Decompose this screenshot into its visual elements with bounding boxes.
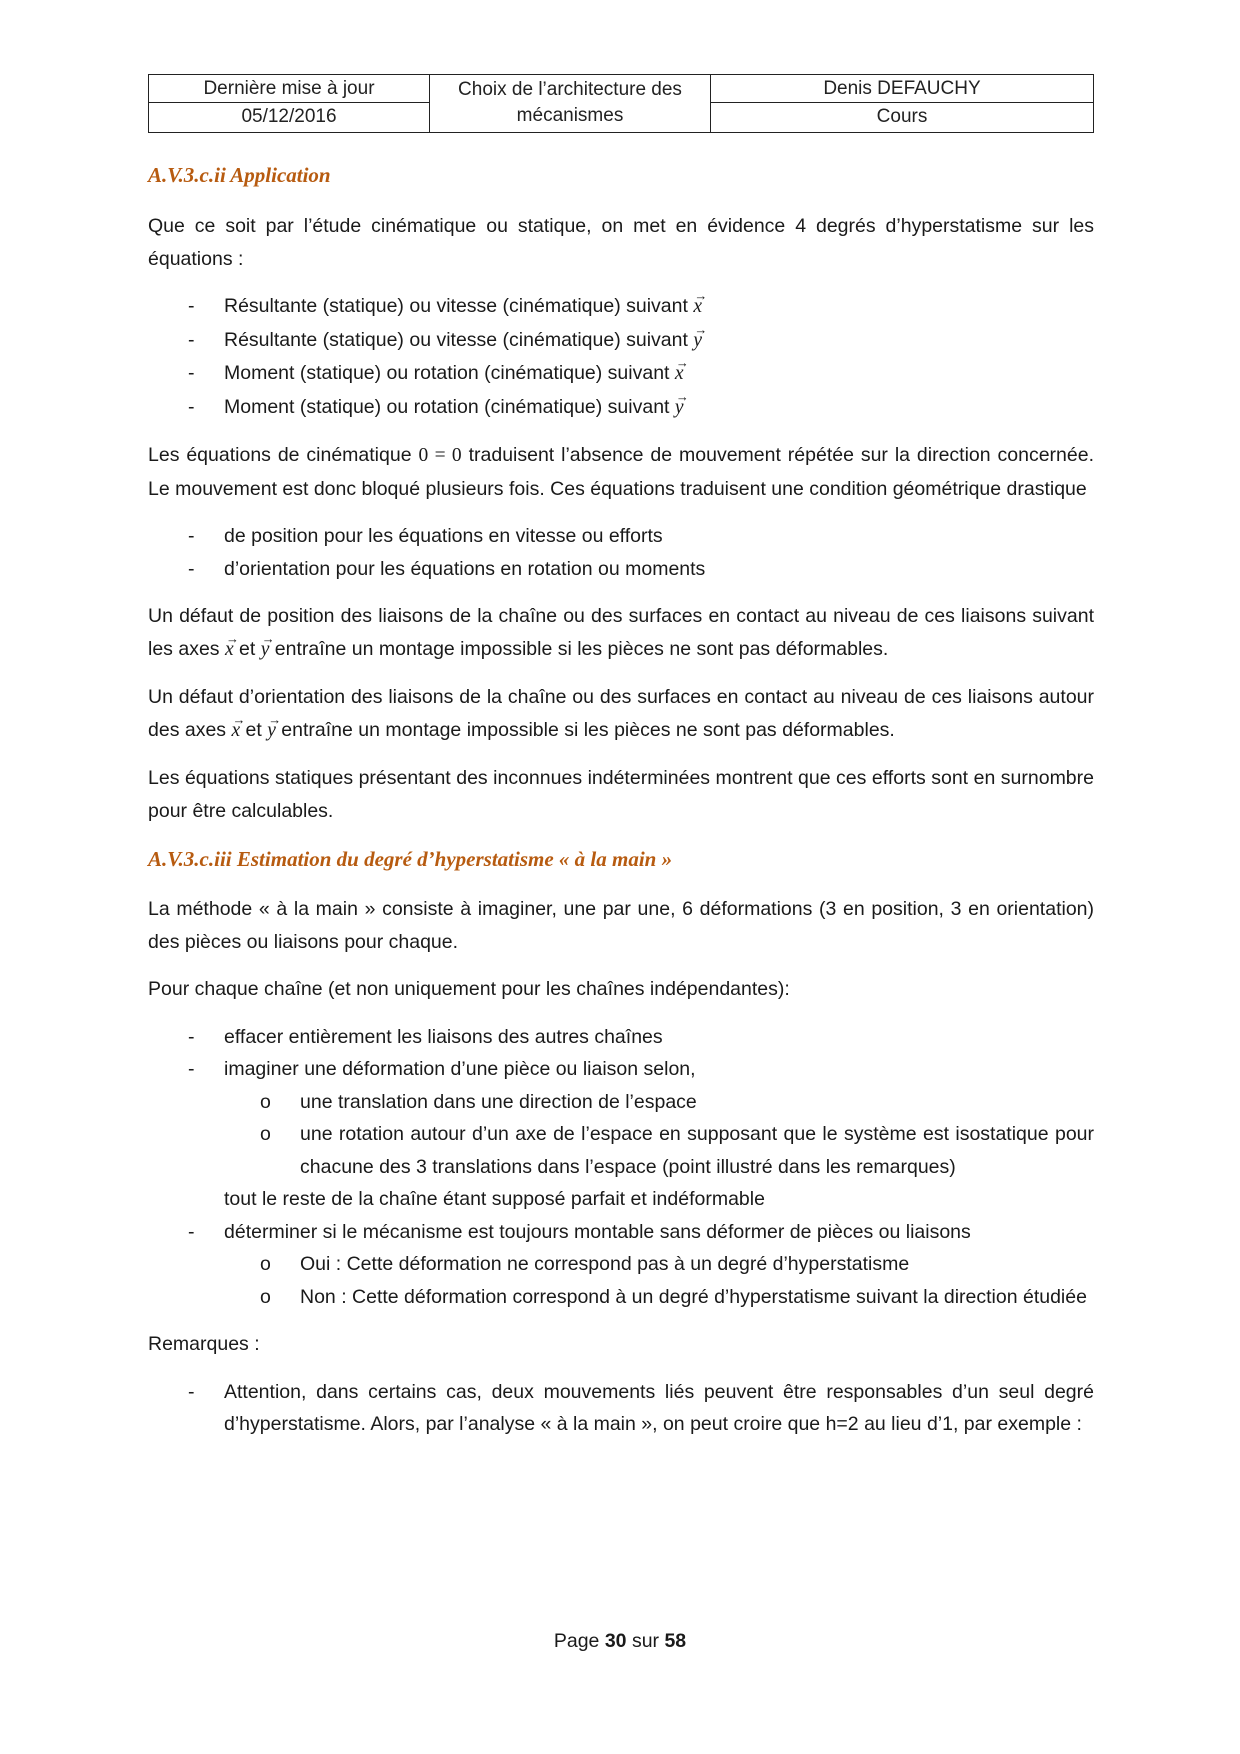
paragraph-position: Un défaut de position des liaisons de la chaîne ou des surfaces en contact au niveau de ces liaisons suivant les axes → x et → y entraîne un montage impossible si les pièces ne sont pas déformables. bbox=[148, 600, 1094, 666]
list-item: - de position pour les équations en vitesse ou efforts bbox=[188, 525, 663, 547]
sub-list-item: o une rotation autour d’un axe de l’espace en supposant que le système est isostatique pour chacune des 3 translations dans l’espace (point illustré dans les remarques) bbox=[260, 1123, 1094, 1178]
vector-y: → y bbox=[674, 388, 689, 418]
sub-list-item: o une translation dans une direction de l’espace bbox=[260, 1090, 697, 1113]
paragraph-orientation: Un défaut d’orientation des liaisons de la chaîne ou des surfaces en contact au niveau de ces liaisons autour des axes → x et → y entraîne un montage impossible si les pièces ne sont pas déformables. bbox=[148, 681, 1094, 747]
header-doc-type: Cours bbox=[876, 105, 928, 127]
paragraph-per-chain: Pour chaque chaîne (et non uniquement pour les chaînes indépendantes): bbox=[148, 978, 790, 1000]
list-item: - déterminer si le mécanisme est toujours montable sans déformer de pièces ou liaisons o Oui : Cette déformation ne correspond pas à un degré d’hyperstatisme o Non : Cette déformation correspond à un degré d’hyperstatisme suivant la direction étudiée bbox=[148, 1216, 1094, 1314]
vector-y: → y bbox=[267, 711, 282, 741]
header-table bbox=[148, 74, 1094, 133]
list-item: - Moment (statique) ou rotation (cinématique) suivant → x bbox=[148, 357, 1094, 391]
paragraph-methode: La méthode « à la main » consiste à imaginer, une par une, 6 déformations (3 en position, 3 en orientation) des pièces ou liaisons pour chaque. bbox=[148, 898, 1094, 953]
main-content bbox=[148, 160, 1094, 1441]
header-document-title: Choix de l’architecture des mécanismes bbox=[458, 79, 682, 126]
list-item: - effacer entièrement les liaisons des autres chaînes bbox=[188, 1025, 663, 1048]
header-last-update-label: Dernière mise à jour bbox=[203, 77, 375, 99]
equation-list bbox=[148, 290, 1094, 424]
paragraph-cinematique: Les équations de cinématique 0 = 0 traduisent l’absence de mouvement répétée sur la direction concernée. Le mouvement est donc bloqué plusieurs fois. Ces équations traduisent une condition géométrique drastique bbox=[148, 444, 1094, 500]
paragraph-continuation: tout le reste de la chaîne étant supposé parfait et indéformable bbox=[224, 1188, 765, 1210]
vector-y: → y bbox=[260, 630, 275, 660]
list-item: - Moment (statique) ou rotation (cinématique) suivant → y bbox=[148, 391, 1094, 425]
paragraph-statique: Les équations statiques présentant des inconnues indéterminées montrent que ces efforts sont en surnombre pour être calculables. bbox=[148, 767, 1094, 822]
list-item: - Résultante (statique) ou vitesse (cinématique) suivant → x bbox=[148, 290, 1094, 324]
header-author: Denis DEFAUCHY bbox=[823, 77, 981, 99]
condition-list bbox=[148, 520, 1094, 585]
page-footer: Page 30 sur 58 bbox=[553, 1630, 687, 1652]
equation-zero: 0 = 0 bbox=[418, 445, 462, 466]
vector-x: → x bbox=[231, 711, 246, 741]
list-item: - imaginer une déformation d’une pièce ou liaison selon, o une translation dans une direction de l’espace o une rotation autour d’un axe de l’espace en supposant que le système est isostatique pour chacune des 3 translations dans l’espace (point illustré dans les remarques) bbox=[148, 1053, 1094, 1183]
procedure-list bbox=[148, 1021, 1094, 1184]
vector-y: → y bbox=[693, 321, 708, 351]
heading-application: A.V.3.c.ii Application bbox=[148, 163, 331, 187]
sub-list-item: o Oui : Cette déformation ne correspond pas à un degré d’hyperstatisme bbox=[260, 1253, 910, 1275]
vector-x: → x bbox=[674, 355, 689, 384]
list-item: - Attention, dans certains cas, deux mouvements liés peuvent être responsables d’un seul degré d’hyperstatisme. Alors, par l’analyse « à la main », on peut croire que h=2 au lieu d’1, par exemple : bbox=[188, 1380, 1094, 1435]
paragraph-intro: Que ce soit par l’étude cinématique ou statique, on met en évidence 4 degrés d’hyperstatisme sur les équations : bbox=[148, 215, 1094, 270]
remarks-list bbox=[148, 1376, 1094, 1441]
sub-list-item: o Non : Cette déformation correspond à un degré d’hyperstatisme suivant la direction étudiée bbox=[260, 1285, 1087, 1308]
vector-x: → x bbox=[693, 288, 708, 317]
list-item: - Résultante (statique) ou vitesse (cinématique) suivant → y bbox=[148, 324, 1094, 358]
remarks-label: Remarques : bbox=[148, 1333, 260, 1355]
vector-x: → x bbox=[224, 630, 239, 660]
header-last-update-date: 05/12/2016 bbox=[241, 105, 337, 127]
heading-estimation: A.V.3.c.iii Estimation du degré d’hyperstatisme « à la main » bbox=[148, 847, 673, 871]
page-number: 30 bbox=[604, 1630, 627, 1652]
sub-list bbox=[224, 1248, 1094, 1313]
procedure-list bbox=[148, 1216, 1094, 1314]
list-item: - d’orientation pour les équations en rotation ou moments bbox=[188, 557, 706, 580]
page-total: 58 bbox=[664, 1630, 687, 1652]
sub-list bbox=[224, 1086, 1094, 1184]
